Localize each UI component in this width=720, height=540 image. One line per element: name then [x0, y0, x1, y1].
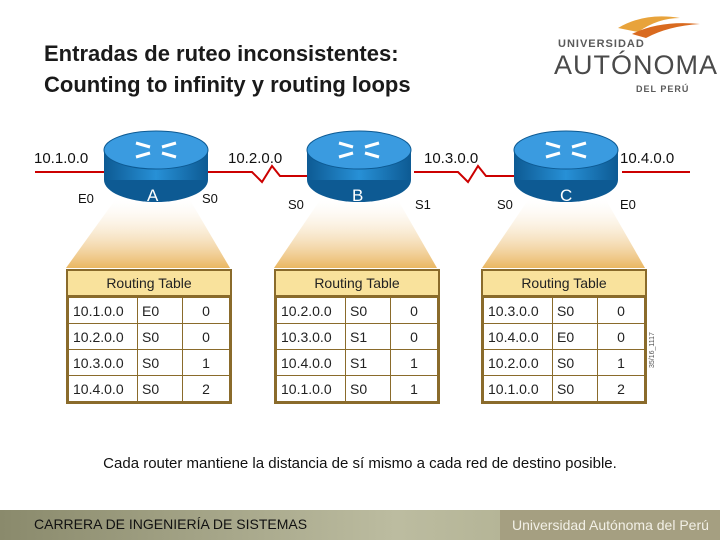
table-row — [484, 376, 645, 402]
routing-table-c — [481, 269, 647, 404]
table-cell-hops: 1 — [391, 376, 438, 402]
network-label-4: 10.4.0.0 — [620, 150, 675, 167]
title-line-1: Entradas de ruteo inconsistentes: — [44, 41, 399, 66]
table-cell-interface: S1 — [346, 324, 391, 350]
table-row — [69, 350, 230, 376]
table-cell-interface: S0 — [346, 376, 391, 402]
table-row — [69, 324, 230, 350]
university-logo — [550, 8, 719, 108]
table-cell-hops: 1 — [183, 350, 230, 376]
interface-c-left: S0 — [497, 197, 513, 212]
routing-table-a — [66, 269, 232, 404]
router-c-name: C — [560, 186, 573, 205]
table-cell-network: 10.1.0.0 — [484, 376, 553, 402]
table-cell-network: 10.2.0.0 — [69, 324, 138, 350]
network-label-3: 10.3.0.0 — [424, 150, 479, 167]
table-cell-interface: S0 — [138, 376, 183, 402]
table-cell-network: 10.2.0.0 — [484, 350, 553, 376]
footer-university: Universidad Autónoma del Perú — [512, 517, 709, 533]
table-cell-hops: 0 — [391, 298, 438, 324]
routing-table-header: Routing Table — [276, 271, 438, 297]
routing-table-b — [274, 269, 440, 404]
table-row — [69, 298, 230, 324]
table-cell-hops: 2 — [183, 376, 230, 402]
interface-b-right: S1 — [415, 197, 431, 212]
table-cell-hops: 1 — [598, 350, 645, 376]
table-row — [277, 376, 438, 402]
table-cell-hops: 0 — [598, 298, 645, 324]
table-cell-hops: 0 — [598, 324, 645, 350]
table-cell-network: 10.2.0.0 — [277, 298, 346, 324]
table-row — [484, 350, 645, 376]
table-cell-interface: S0 — [553, 376, 598, 402]
table-row — [484, 324, 645, 350]
table-row — [69, 376, 230, 402]
table-cell-network: 10.1.0.0 — [277, 376, 346, 402]
title-line-2: Counting to infinity y routing loops — [44, 72, 411, 97]
figure-code: 35/16_1117 — [649, 332, 656, 368]
footer-university-block — [500, 510, 720, 540]
table-cell-interface: S0 — [553, 298, 598, 324]
table-cell-network: 10.1.0.0 — [69, 298, 138, 324]
footer-career: CARRERA DE INGENIERÍA DE SISTEMAS — [34, 516, 308, 532]
network-label-1: 10.1.0.0 — [34, 150, 89, 167]
footer-bar — [0, 510, 720, 540]
slide-title — [44, 38, 411, 100]
table-cell-network: 10.3.0.0 — [69, 350, 138, 376]
logo-line-2: AUTÓNOMA — [554, 50, 719, 80]
interface-b-left: S0 — [288, 197, 304, 212]
serial-link-ab — [206, 166, 308, 182]
table-row — [484, 298, 645, 324]
routing-table-header: Routing Table — [68, 271, 230, 297]
interface-a-right: S0 — [202, 191, 218, 206]
table-cell-hops: 0 — [391, 324, 438, 350]
routing-table-header: Routing Table — [483, 271, 645, 297]
router-a-name: A — [147, 186, 159, 205]
table-cell-network: 10.3.0.0 — [484, 298, 553, 324]
table-cell-network: 10.4.0.0 — [484, 324, 553, 350]
table-cell-interface: S0 — [553, 350, 598, 376]
table-cell-interface: S1 — [346, 350, 391, 376]
table-cell-hops: 1 — [391, 350, 438, 376]
table-cell-interface: E0 — [553, 324, 598, 350]
table-row — [277, 350, 438, 376]
interface-a-left: E0 — [78, 191, 94, 206]
serial-link-bc — [414, 166, 516, 182]
table-cell-interface: S0 — [346, 298, 391, 324]
table-cell-hops: 0 — [183, 298, 230, 324]
table-cell-interface: S0 — [138, 324, 183, 350]
table-cell-hops: 0 — [183, 324, 230, 350]
logo-line-3: DEL PERÚ — [636, 84, 690, 94]
interface-c-right: E0 — [620, 197, 636, 212]
table-cell-interface: E0 — [138, 298, 183, 324]
slide-caption: Cada router mantiene la distancia de sí mismo a cada red de destino posible. — [103, 455, 617, 472]
table-row — [277, 324, 438, 350]
table-cell-hops: 2 — [598, 376, 645, 402]
table-row — [277, 298, 438, 324]
table-cell-network: 10.4.0.0 — [69, 376, 138, 402]
table-cell-interface: S0 — [138, 350, 183, 376]
network-label-2: 10.2.0.0 — [228, 150, 283, 167]
logo-line-1: UNIVERSIDAD — [558, 38, 645, 50]
table-cell-network: 10.4.0.0 — [277, 350, 346, 376]
router-b-name: B — [352, 186, 364, 205]
beam-a — [66, 200, 230, 268]
table-cell-network: 10.3.0.0 — [277, 324, 346, 350]
